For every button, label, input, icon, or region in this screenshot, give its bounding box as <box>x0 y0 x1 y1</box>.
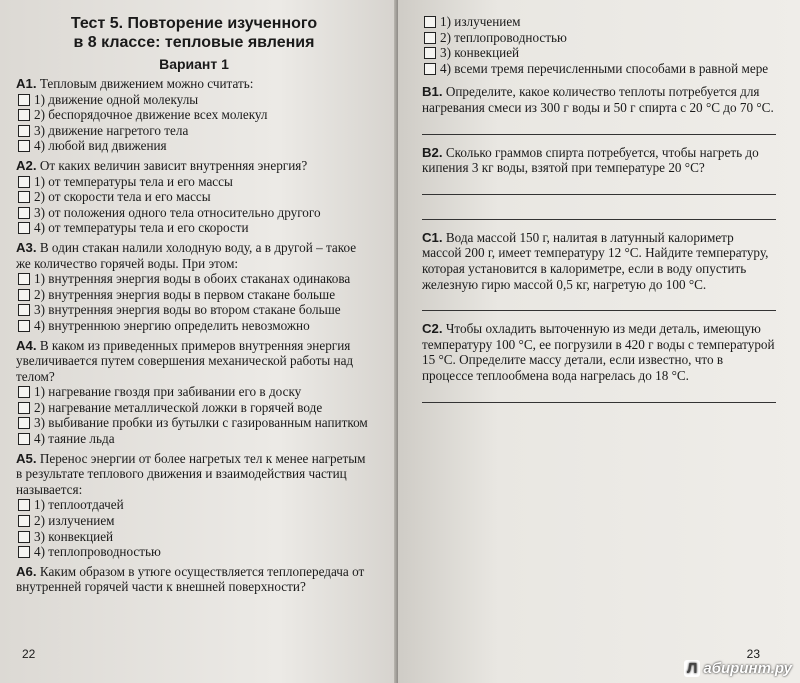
answer-option[interactable] <box>422 45 776 61</box>
checkbox[interactable] <box>18 499 30 511</box>
question-list <box>16 76 372 595</box>
answer-option[interactable] <box>16 513 372 529</box>
question-list-right <box>422 84 776 402</box>
option-text: 4) всеми тремя перечисленными способами в равной мере <box>440 60 769 76</box>
right-page <box>398 0 800 683</box>
question-label: А5. <box>16 450 37 466</box>
checkbox[interactable] <box>18 402 30 414</box>
answer-option[interactable] <box>16 92 372 108</box>
checkbox[interactable] <box>18 289 30 301</box>
labirint-watermark: Л абиринт.ру <box>684 660 792 677</box>
checkbox[interactable] <box>18 417 30 429</box>
question-label: А3. <box>16 239 37 255</box>
checkbox[interactable] <box>18 207 30 219</box>
question-text: С2. Чтобы охладить выточенную из меди деталь, имеющую температуру 100 °С, ее погрузили в 420 г воды с температурой 15 °С. Определите массу детали, если известно, что в процессе теплообмена вода нагрелась до 18 °С. <box>422 321 775 383</box>
answer-option[interactable] <box>422 30 776 46</box>
answer-option[interactable] <box>16 384 372 400</box>
answer-option[interactable] <box>16 271 372 287</box>
question-label: В1. <box>422 84 443 100</box>
question-label: А2. <box>16 157 37 173</box>
question-text: А1. Тепловым движением можно считать: <box>16 76 254 91</box>
answer-option[interactable] <box>422 61 776 77</box>
option-text: 4) теплопроводностью <box>34 544 161 560</box>
checkbox[interactable] <box>18 140 30 152</box>
question-label: А1. <box>16 76 37 91</box>
answer-option[interactable] <box>16 544 372 560</box>
answer-line[interactable] <box>422 120 776 135</box>
question-text: А3. В один стакан налили холодную воду, а в другой – такое же количество горячей воды. При этом: <box>16 239 357 271</box>
question-label: А4. <box>16 337 37 353</box>
checkbox[interactable] <box>18 531 30 543</box>
option-text: 2) нагревание металлической ложки в горячей воде <box>34 399 323 415</box>
test-title: Тест 5. Повторение изученного в 8 классе: тепловые явления <box>70 15 318 51</box>
question <box>16 338 372 447</box>
answer-option[interactable] <box>16 123 372 139</box>
checkbox[interactable] <box>18 109 30 121</box>
question-text: А5. Перенос энергии от более нагретых тел к менее нагретым в результате теплового движения и взаимодействия частиц называется: <box>16 450 366 497</box>
answer-line[interactable] <box>422 180 776 195</box>
page-number-right: 23 <box>746 647 760 661</box>
option-text: 2) от скорости тела и его массы <box>34 189 211 205</box>
question <box>422 230 776 311</box>
answer-option[interactable] <box>16 205 372 221</box>
question-text: А2. От каких величин зависит внутренняя энергия? <box>16 157 308 173</box>
option-text: 3) конвекцией <box>440 45 520 61</box>
answer-option[interactable] <box>16 174 372 190</box>
answer-option[interactable] <box>422 14 776 30</box>
checkbox[interactable] <box>18 433 30 445</box>
answer-option[interactable] <box>16 497 372 513</box>
option-text: 1) теплоотдачей <box>34 497 124 513</box>
option-text: 3) движение нагретого тела <box>34 122 189 138</box>
checkbox[interactable] <box>18 273 30 285</box>
answer-line[interactable] <box>422 388 776 403</box>
variant-heading: Вариант 1 <box>159 56 229 72</box>
answer-option[interactable] <box>16 318 372 334</box>
option-text: 4) от температуры тела и его скорости <box>34 220 249 236</box>
page-number-left: 22 <box>22 647 36 661</box>
answer-option[interactable] <box>16 220 372 236</box>
option-text: 2) беспорядочное движение всех молекул <box>34 107 268 123</box>
answer-option[interactable] <box>16 415 372 431</box>
question <box>422 84 776 134</box>
question <box>16 564 372 595</box>
question-text: А6. Каким образом в утюге осуществляется теплопередача от внутренней горячей части к внешней поверхности? <box>16 563 365 595</box>
checkbox[interactable] <box>18 222 30 234</box>
option-text: 4) таяние льда <box>34 431 115 447</box>
question-label: С1. <box>422 229 443 245</box>
left-page <box>0 0 398 683</box>
answer-option[interactable] <box>16 107 372 123</box>
question <box>16 76 372 154</box>
option-text: 2) внутренняя энергия воды в первом стакане больше <box>34 286 336 302</box>
checkbox[interactable] <box>18 94 30 106</box>
option-text: 4) любой вид движения <box>34 138 167 154</box>
option-text: 3) от положения одного тела относительно другого <box>34 204 321 220</box>
checkbox[interactable] <box>424 16 436 28</box>
question <box>16 240 372 334</box>
answer-option[interactable] <box>16 431 372 447</box>
option-text: 1) нагревание гвоздя при забивании его в доску <box>34 384 302 400</box>
question-text: В2. Сколько граммов спирта потребуется, чтобы нагреть до кипения 3 кг воды, взятой при температуре 20 °С? <box>422 144 759 176</box>
checkbox[interactable] <box>424 32 436 44</box>
question-text: В1. Определите, какое количество теплоты потребуется для нагревания смеси из 300 г воды и 50 г спирта с 20 °С до 70 °С. <box>422 84 774 115</box>
option-text: 1) от температуры тела и его массы <box>34 173 233 189</box>
checkbox[interactable] <box>18 546 30 558</box>
option-text: 1) движение одной молекулы <box>34 91 199 107</box>
checkbox[interactable] <box>18 176 30 188</box>
checkbox[interactable] <box>424 63 436 75</box>
option-text: 3) конвекцией <box>34 528 114 544</box>
answer-option[interactable] <box>16 287 372 303</box>
answer-option[interactable] <box>16 302 372 318</box>
checkbox[interactable] <box>18 125 30 137</box>
answer-line[interactable] <box>422 205 776 220</box>
answer-option[interactable] <box>16 138 372 154</box>
question <box>16 158 372 236</box>
answer-option[interactable] <box>16 189 372 205</box>
option-text: 3) внутренняя энергия воды во втором стакане больше <box>34 302 341 318</box>
checkbox[interactable] <box>18 320 30 332</box>
option-text: 1) излучением <box>440 14 521 29</box>
question <box>16 451 372 560</box>
answer-option[interactable] <box>16 529 372 545</box>
question-label: С2. <box>422 321 443 337</box>
option-text: 2) теплопроводностью <box>440 29 567 45</box>
checkbox[interactable] <box>18 191 30 203</box>
checkbox[interactable] <box>18 515 30 527</box>
question-text: С1. Вода массой 150 г, налитая в латунный калориметр массой 200 г, имеет температуру 12 °С. Найдите температуру, которая установится в калориметре, если в воду опустить железную гирю массой 0,5 кг, нагретую до 100 °С. <box>422 229 769 292</box>
answer-line[interactable] <box>422 296 776 311</box>
option-text: 2) излучением <box>34 513 115 529</box>
answer-option[interactable] <box>16 400 372 416</box>
question-text: А4. В каком из приведенных примеров внутренняя энергия увеличивается путем совершения механической работы над телом? <box>16 337 354 384</box>
checkbox[interactable] <box>424 47 436 59</box>
option-text: 1) внутренняя энергия воды в обоих стаканах одинакова <box>34 271 351 287</box>
question-label: А6. <box>16 563 37 579</box>
question-label: В2. <box>422 144 443 160</box>
question <box>422 145 776 220</box>
checkbox[interactable] <box>18 304 30 316</box>
labirint-logo-mark: Л <box>684 660 701 677</box>
continued-options <box>422 14 776 76</box>
option-text: 3) выбивание пробки из бутылки с газированным напитком <box>34 415 368 431</box>
checkbox[interactable] <box>18 386 30 398</box>
question <box>422 321 776 402</box>
option-text: 4) внутреннюю энергию определить невозможно <box>34 317 310 333</box>
